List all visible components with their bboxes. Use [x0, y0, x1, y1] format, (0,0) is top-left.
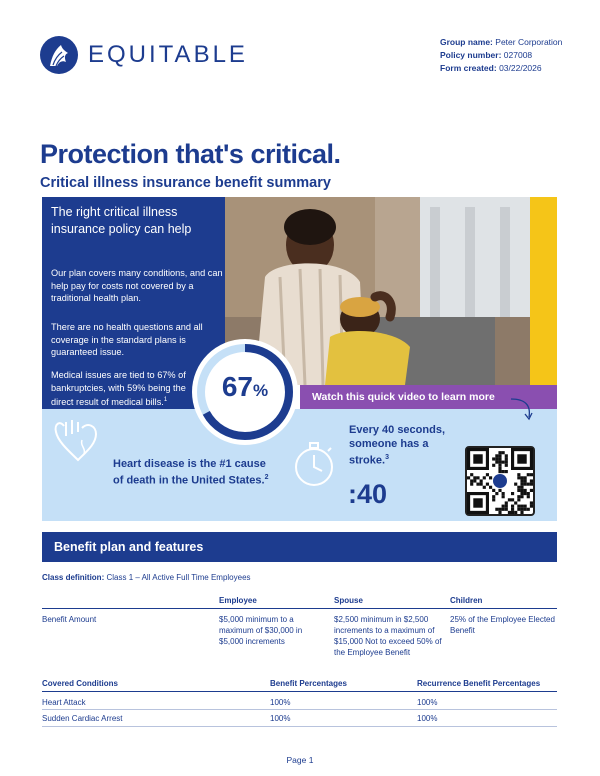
qr-module: [520, 479, 523, 482]
benefit-heading: Benefit plan and features: [54, 540, 204, 554]
intro-lead: The right critical illness insurance policy can help: [51, 205, 192, 236]
qr-module: [527, 483, 530, 486]
intro-paragraph-3: [51, 369, 201, 409]
page-number: Page 1: [286, 755, 314, 765]
qr-module: [520, 489, 523, 492]
page-subtitle: Critical illness insurance benefit summary: [40, 175, 331, 191]
conditions-header-rule: [42, 691, 557, 692]
conditions-bottom-rule: [42, 726, 557, 727]
qr-module: [505, 505, 508, 508]
qr-module: [520, 495, 523, 498]
curved-arrow-icon: [507, 395, 535, 423]
class-definition: [42, 573, 251, 582]
stroke-fact-text: Every 40 seconds, someone has a stroke.: [349, 424, 446, 467]
qr-module: [483, 476, 486, 479]
qr-finder: [473, 498, 482, 507]
qr-module: [498, 489, 501, 492]
qr-module: [520, 476, 523, 479]
row-benefit-amount: Benefit Amount: [42, 615, 97, 624]
policy-label: Policy number:: [440, 50, 502, 60]
qr-module: [517, 473, 520, 476]
qr-module: [495, 454, 498, 457]
qr-module: [476, 476, 479, 479]
heart-attack-pct: 100%: [270, 698, 291, 707]
col-benefit-percentages: Benefit Percentages: [270, 679, 347, 688]
video-cta-label: Watch this quick video to learn more: [312, 391, 495, 403]
stroke-fact: [349, 423, 459, 468]
qr-module: [502, 461, 505, 464]
group-label: Group name:: [440, 37, 493, 47]
conditions-row-rule: [42, 709, 557, 710]
qr-module: [505, 464, 508, 467]
qr-module: [492, 489, 495, 492]
qr-module: [517, 508, 520, 511]
condition-sudden-cardiac-arrest: Sudden Cardiac Arrest: [42, 714, 123, 723]
qr-module: [530, 505, 533, 508]
bankruptcy-text: Medical issues are tied to 67% of bankruptcies, with 59% being the direct result of medical bills.: [51, 370, 186, 408]
page-title: Protection that's critical.: [40, 139, 341, 169]
qr-module: [517, 489, 520, 492]
qr-module: [486, 473, 489, 476]
qr-code-pattern: [467, 448, 533, 514]
children-benefit: 25% of the Employee Elected Benefit: [450, 615, 555, 635]
qr-module: [486, 483, 489, 486]
employee-benefit: $5,000 minimum to a maximum of $30,000 in $5,000 increments: [219, 615, 303, 646]
qr-module: [480, 483, 483, 486]
qr-module: [473, 479, 476, 482]
qr-module: [498, 457, 501, 460]
stat-unit: %: [253, 381, 269, 400]
condition-heart-attack: Heart Attack: [42, 698, 86, 707]
brand-name: EQUITABLE: [88, 41, 248, 68]
qr-module: [502, 492, 505, 495]
benefit-table: [42, 596, 557, 666]
qr-module: [520, 483, 523, 486]
qr-module: [498, 470, 501, 473]
heart-fact-text: Heart disease is the #1 cause of death in the United States.: [113, 458, 266, 487]
qr-module: [495, 457, 498, 460]
qr-module: [530, 473, 533, 476]
qr-module: [489, 486, 492, 489]
qr-module: [514, 501, 517, 504]
policy-value: 027008: [503, 50, 533, 60]
qr-module: [480, 479, 483, 482]
qr-module: [498, 454, 501, 457]
col-spouse: Spouse: [334, 596, 363, 605]
qr-module: [520, 492, 523, 495]
qr-module: [492, 464, 495, 467]
qr-module: [520, 505, 523, 508]
policy-meta: [440, 36, 562, 75]
class-value: Class 1 – All Active Full Time Employees: [106, 573, 251, 582]
qr-module: [527, 473, 530, 476]
stopwatch-icon: [290, 439, 338, 489]
qr-module: [495, 508, 498, 511]
qr-module: [473, 476, 476, 479]
qr-module: [511, 492, 514, 495]
qr-module: [498, 511, 501, 514]
heart-icon: [52, 418, 100, 464]
qr-module: [511, 511, 514, 514]
qr-module: [524, 476, 527, 479]
qr-module: [508, 511, 511, 514]
qr-module: [517, 505, 520, 508]
qr-module: [527, 492, 530, 495]
cardiac-arrest-pct: 100%: [270, 714, 291, 723]
qr-code[interactable]: [465, 446, 535, 516]
cardiac-arrest-recur: 100%: [417, 714, 438, 723]
qr-module: [517, 486, 520, 489]
qr-module: [483, 486, 486, 489]
equitable-logo: [40, 36, 248, 74]
qr-module: [502, 495, 505, 498]
intro-paragraph-2: There are no health questions and all coverage in the standard plans is guaranteed issue.: [51, 322, 203, 357]
qr-module: [524, 489, 527, 492]
col-recurrence-percentages: Recurrence Benefit Percentages: [417, 679, 541, 688]
footnote-ref-2: 2: [264, 474, 269, 481]
heart-disease-fact: [113, 458, 273, 488]
qr-module: [527, 508, 530, 511]
benefit-section-header: [42, 532, 557, 562]
qr-module: [524, 483, 527, 486]
qr-module: [505, 461, 508, 464]
class-label: Class definition:: [42, 573, 105, 582]
qr-module: [492, 495, 495, 498]
qr-module: [467, 476, 470, 479]
qr-module: [524, 479, 527, 482]
qr-module: [520, 508, 523, 511]
footnote-ref-1: 1: [163, 397, 168, 403]
qr-center-logo: [493, 474, 507, 488]
qr-finder: [473, 454, 482, 463]
qr-module: [470, 479, 473, 482]
qr-module: [505, 457, 508, 460]
qr-module: [502, 505, 505, 508]
qr-module: [476, 483, 479, 486]
col-employee: Employee: [219, 596, 257, 605]
qr-module: [527, 495, 530, 498]
qr-module: [489, 476, 492, 479]
qr-module: [495, 461, 498, 464]
qr-module: [492, 457, 495, 460]
footnote-ref-3: 3: [385, 454, 389, 461]
qr-module: [520, 486, 523, 489]
conditions-table: [42, 679, 557, 727]
group-value: Peter Corporation: [495, 37, 563, 47]
qr-module: [505, 508, 508, 511]
qr-module: [530, 479, 533, 482]
stat-value: [193, 371, 297, 403]
qr-module: [502, 508, 505, 511]
qr-module: [505, 501, 508, 504]
qr-module: [517, 498, 520, 501]
spouse-benefit: $2,500 minimum in $2,500 increments to a maximum of $15,000 Not to exceed 50% of the Employee Benefit: [334, 615, 442, 657]
qr-module: [514, 511, 517, 514]
qr-module: [470, 473, 473, 476]
stat-circle: [193, 340, 297, 444]
countdown-number: :40: [348, 479, 388, 509]
qr-module: [508, 498, 511, 501]
qr-module: [498, 467, 501, 470]
qr-finder: [517, 454, 526, 463]
qr-module: [498, 464, 501, 467]
qr-module: [511, 498, 514, 501]
qr-module: [530, 489, 533, 492]
intro-paragraph-1: Our plan covers many conditions, and can help pay for costs not covered by a traditional health plan.: [51, 268, 223, 303]
qr-module: [511, 505, 514, 508]
qr-module: [470, 483, 473, 486]
qr-module: [498, 451, 501, 454]
table-rule: [42, 608, 557, 609]
qr-module: [511, 508, 514, 511]
qr-module: [502, 451, 505, 454]
stat-number: 67: [221, 371, 254, 402]
qr-module: [524, 505, 527, 508]
qr-module: [514, 483, 517, 486]
yellow-accent-bar: [530, 197, 557, 385]
qr-module: [502, 470, 505, 473]
equitable-emblem-icon: [40, 36, 78, 74]
qr-module: [530, 483, 533, 486]
form-label: Form created:: [440, 63, 497, 73]
qr-module: [498, 508, 501, 511]
qr-module: [524, 492, 527, 495]
form-value: 03/22/2026: [499, 63, 542, 73]
col-covered-conditions: Covered Conditions: [42, 679, 119, 688]
qr-module: [524, 508, 527, 511]
qr-module: [505, 470, 508, 473]
qr-module: [495, 492, 498, 495]
col-children: Children: [450, 596, 483, 605]
qr-module: [520, 511, 523, 514]
qr-module: [517, 476, 520, 479]
qr-module: [530, 501, 533, 504]
qr-module: [517, 495, 520, 498]
qr-module: [492, 498, 495, 501]
qr-module: [505, 454, 508, 457]
heart-attack-recur: 100%: [417, 698, 438, 707]
qr-module: [498, 461, 501, 464]
